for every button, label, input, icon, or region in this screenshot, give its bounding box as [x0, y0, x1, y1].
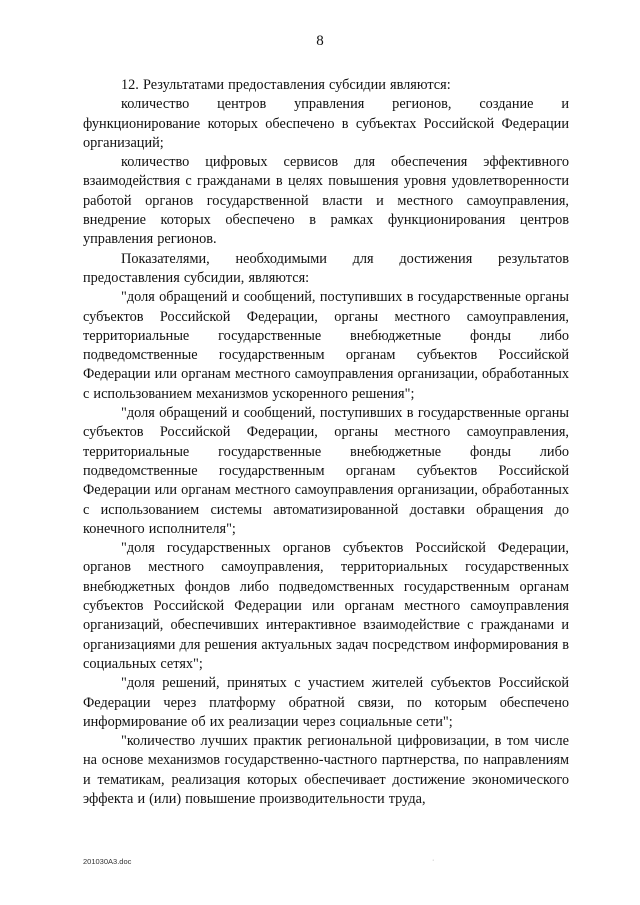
paragraph-result-centers: количество центров управления регионов, создание и функционирование которых обеспечено в субъектах Российской Федерации организаций;: [83, 96, 569, 151]
paragraph-indicator-social-networks: "доля государственных органов субъектов Российской Федерации, органов местного самоуправления, территориальных государственных внебюджетных фондов либо подведомственных государственным органам субъектов Российской Федерации или органам местного самоуправления организаций, обеспечивших интерактивное взаимодействие с гражданами и организациями для решения актуальных задач посредством информирования в социальных сетях";: [83, 540, 569, 672]
paragraph-item-12-heading: 12. Результатами предоставления субсидии являются:: [121, 77, 451, 93]
paragraph-indicators-intro: Показателями, необходимыми для достижения результатов предоставления субсидии, являются:: [83, 250, 569, 286]
paragraph-indicator-automated-delivery: "доля обращений и сообщений, поступивших в государственные органы субъектов Российской Федерации, органы местного самоуправления, территориальные государственные внебюджетные фонды либо подведомственные государственным органам субъектов Российской Федерации или органам местного самоуправления организации, обработанных с использованием системы автоматизированной доставки обращения до конечного исполнителя";: [83, 405, 569, 537]
footer-mark: ·: [432, 857, 435, 864]
paragraph-indicator-best-practices: "количество лучших практик региональной цифровизации, в том числе на основе механизмов государственно-частного партнерства, по направлениям и тематикам, реализация которых обеспечивает достижение экономического эффекта и (или) повышение производительности труда,: [83, 733, 569, 807]
page-number: 8: [316, 33, 324, 49]
document-body: [83, 76, 569, 809]
paragraph-indicator-feedback-platform: "доля решений, принятых с участием жителей субъектов Российской Федерации через платформу обратной связи, по которым обеспечено информирование об их реализации через социальные сети";: [83, 675, 569, 730]
paragraph-indicator-accelerated: "доля обращений и сообщений, поступивших в государственные органы субъектов Российской Федерации, органы местного самоуправления, территориальные государственные внебюджетные фонды либо подведомственные государственным органам субъектов Российской Федерации или органам местного самоуправления организации, обработанных с использованием механизмов ускоренного решения";: [83, 289, 569, 402]
footer-filename: 201030A3.doc: [83, 857, 132, 866]
paragraph-result-digital-services: количество цифровых сервисов для обеспечения эффективного взаимодействия с гражданами в целях повышения уровня удовлетворенности работой органов государственной власти и местного самоуправления, внедрение которых обеспечено в рамках функционирования центров управления регионов.: [83, 154, 569, 248]
